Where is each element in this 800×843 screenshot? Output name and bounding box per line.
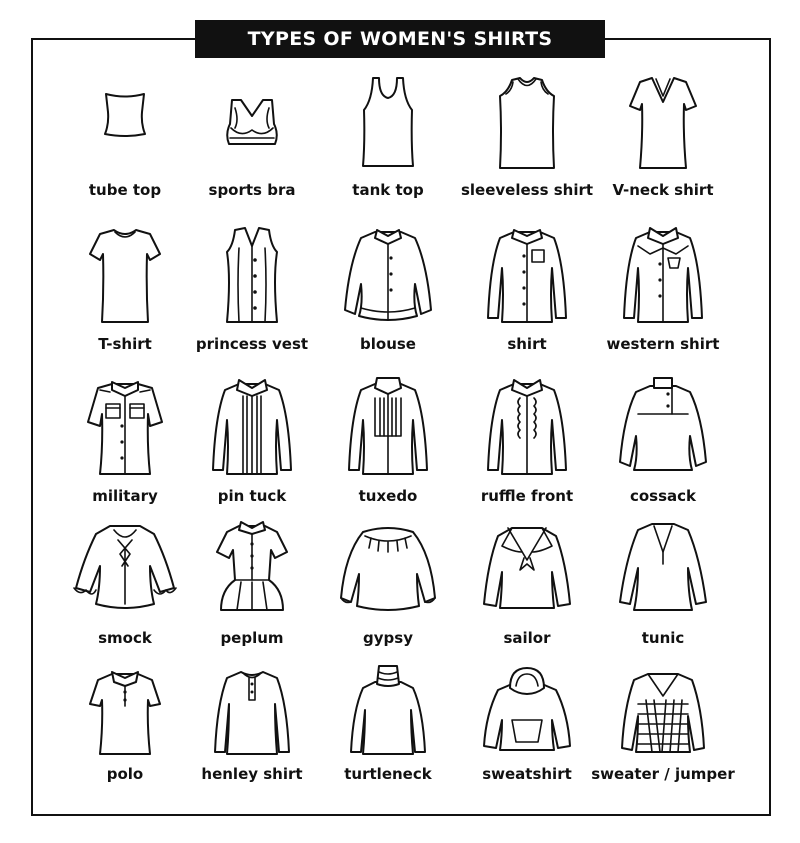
pin-tuck-shirt-icon <box>197 376 307 481</box>
sports-bra-icon <box>197 80 307 175</box>
shirt-icon <box>472 224 582 329</box>
item-turtleneck <box>313 664 463 783</box>
item-tuxedo <box>313 376 463 505</box>
item-label: sweatshirt <box>482 765 572 783</box>
item-label: sleeveless shirt <box>460 181 594 199</box>
henley-shirt-icon <box>197 664 307 759</box>
item-sailor <box>452 518 602 647</box>
princess-vest-icon <box>197 224 307 329</box>
item-cossack <box>588 376 738 505</box>
cossack-shirt-icon <box>608 376 718 481</box>
item-label: princess vest <box>195 335 309 353</box>
sleeveless-shirt-icon <box>472 72 582 175</box>
item-label: V-neck shirt <box>612 181 714 199</box>
sweater-icon <box>608 664 718 759</box>
military-shirt-icon <box>70 376 180 481</box>
item-label: military <box>92 487 158 505</box>
item-label: T-shirt <box>98 335 152 353</box>
item-label: cossack <box>629 487 697 505</box>
gypsy-blouse-icon <box>333 518 443 623</box>
item-label: smock <box>98 629 152 647</box>
poster-title: TYPES OF WOMEN'S SHIRTS <box>195 20 605 58</box>
tunic-icon <box>608 518 718 623</box>
item-pin-tuck <box>177 376 327 505</box>
item-tunic <box>588 518 738 647</box>
item-label: shirt <box>507 335 547 353</box>
item-label: tank top <box>352 181 424 199</box>
item-label: western shirt <box>606 335 720 353</box>
item-label: sports bra <box>208 181 296 199</box>
item-label: polo <box>106 765 144 783</box>
item-shirt <box>452 224 602 353</box>
t-shirt-icon <box>70 224 180 329</box>
tuxedo-shirt-icon <box>333 376 443 481</box>
item-gypsy <box>313 518 463 647</box>
item-label: tube top <box>88 181 162 199</box>
item-label: sweater / jumper <box>591 765 735 783</box>
item-label: blouse <box>360 335 416 353</box>
item-label: gypsy <box>363 629 413 647</box>
polo-shirt-icon <box>70 664 180 759</box>
item-label: henley shirt <box>201 765 303 783</box>
item-v-neck-shirt <box>588 72 738 199</box>
item-sleeveless-shirt <box>452 72 602 199</box>
item-label: peplum <box>220 629 284 647</box>
sweatshirt-icon <box>472 664 582 759</box>
item-sweatshirt <box>452 664 602 783</box>
item-peplum <box>177 518 327 647</box>
sailor-shirt-icon <box>472 518 582 623</box>
item-label: tunic <box>641 629 685 647</box>
item-princess-vest <box>177 224 327 353</box>
item-label: turtleneck <box>344 765 432 783</box>
item-sports-bra <box>177 80 327 199</box>
item-label: tuxedo <box>358 487 418 505</box>
item-label: sailor <box>503 629 551 647</box>
item-label: pin tuck <box>217 487 287 505</box>
item-ruffle-front <box>452 376 602 505</box>
v-neck-shirt-icon <box>608 72 718 175</box>
item-henley-shirt <box>177 664 327 783</box>
turtleneck-icon <box>333 664 443 759</box>
item-sweater <box>588 664 738 783</box>
smock-icon <box>70 518 180 623</box>
tank-top-icon <box>333 72 443 175</box>
item-label: ruffle front <box>480 487 574 505</box>
tube-top-icon <box>70 80 180 175</box>
item-blouse <box>313 224 463 353</box>
item-tank-top <box>313 72 463 199</box>
item-western-shirt <box>588 224 738 353</box>
ruffle-front-shirt-icon <box>472 376 582 481</box>
peplum-icon <box>197 518 307 623</box>
blouse-icon <box>333 224 443 329</box>
western-shirt-icon <box>608 224 718 329</box>
